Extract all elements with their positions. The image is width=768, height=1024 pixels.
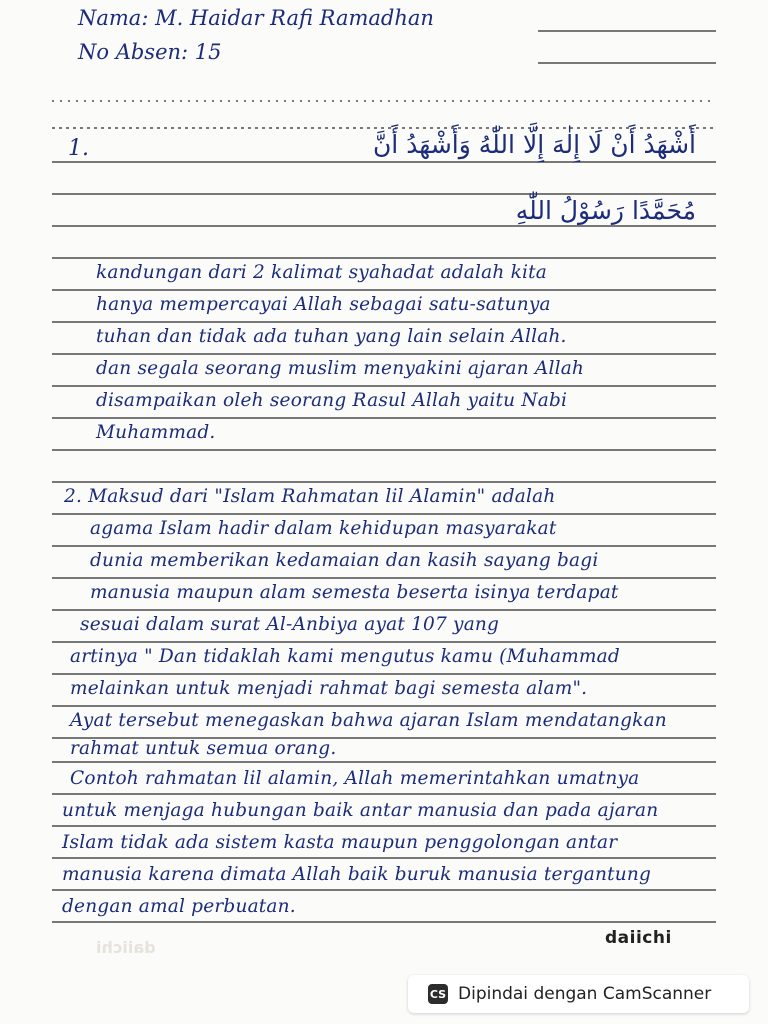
answer-2-line: manusia maupun alam semesta beserta isinya terdapat [90,582,619,603]
answer-1-line: dan segala seorang muslim menyakini ajaran Allah [96,358,585,379]
answer-2-line: rahmat untuk semua orang. [70,738,337,759]
answer-2-line: melainkan untuk menjadi rahmat bagi semesta alam". [70,678,588,699]
answer-2-line: Islam tidak ada sistem kasta maupun penggolongan antar [62,832,618,853]
answer-2-line: agama Islam hadir dalam kehidupan masyarakat [90,518,557,539]
brand-show-through: daiichi [96,938,156,957]
answer-2-line: manusia karena dimata Allah baik buruk manusia tergantung [62,864,652,885]
question-1-number: 1. [68,136,89,161]
answer-1-line: Muhammad. [96,422,216,443]
brand-logo: daiichi [605,928,672,948]
answer-2-line: artinya " Dan tidaklah kami mengutus kamu (Muhammad [70,646,620,667]
camscanner-watermark [408,975,749,1013]
answer-2-line: dunia memberikan kedamaian dan kasih sayang bagi [90,550,599,571]
arabic-syahadat-line-1: أَشْهَدُ أَنْ لَا إِلٰهَ إِلَّا اللّٰهُ وَأَشْهَدُ أَنَّ [372,130,696,159]
answer-1-line: kandungan dari 2 kalimat syahadat adalah kita [96,262,547,283]
camscanner-label: Dipindai dengan CamScanner [458,984,712,1004]
answer-1-line: disampaikan oleh seorang Rasul Allah yaitu Nabi [96,390,568,411]
arabic-syahadat-line-2: مُحَمَّدًا رَسُوْلُ اللّٰهِ [515,196,696,225]
answer-2-line: sesuai dalam surat Al-Anbiya ayat 107 yang [80,614,500,635]
answer-2-line: Contoh rahmatan lil alamin, Allah memerintahkan umatnya [70,768,640,789]
answer-2-line: 2. Maksud dari "Islam Rahmatan lil Alamin" adalah [64,486,556,507]
camscanner-logo-icon: CS [428,984,448,1004]
student-name: Nama: M. Haidar Rafi Ramadhan [78,6,434,30]
answer-2-line: untuk menjaga hubungan baik antar manusia dan pada ajaran [62,800,659,821]
student-absen-number: No Absen: 15 [78,40,222,64]
answer-2-line: dengan amal perbuatan. [62,896,296,917]
answer-2-line: Ayat tersebut menegaskan bahwa ajaran Islam mendatangkan [70,710,667,731]
answer-1-line: hanya mempercayai Allah sebagai satu-satunya [96,294,551,315]
answer-1-line: tuhan dan tidak ada tuhan yang lain selain Allah. [96,326,567,347]
